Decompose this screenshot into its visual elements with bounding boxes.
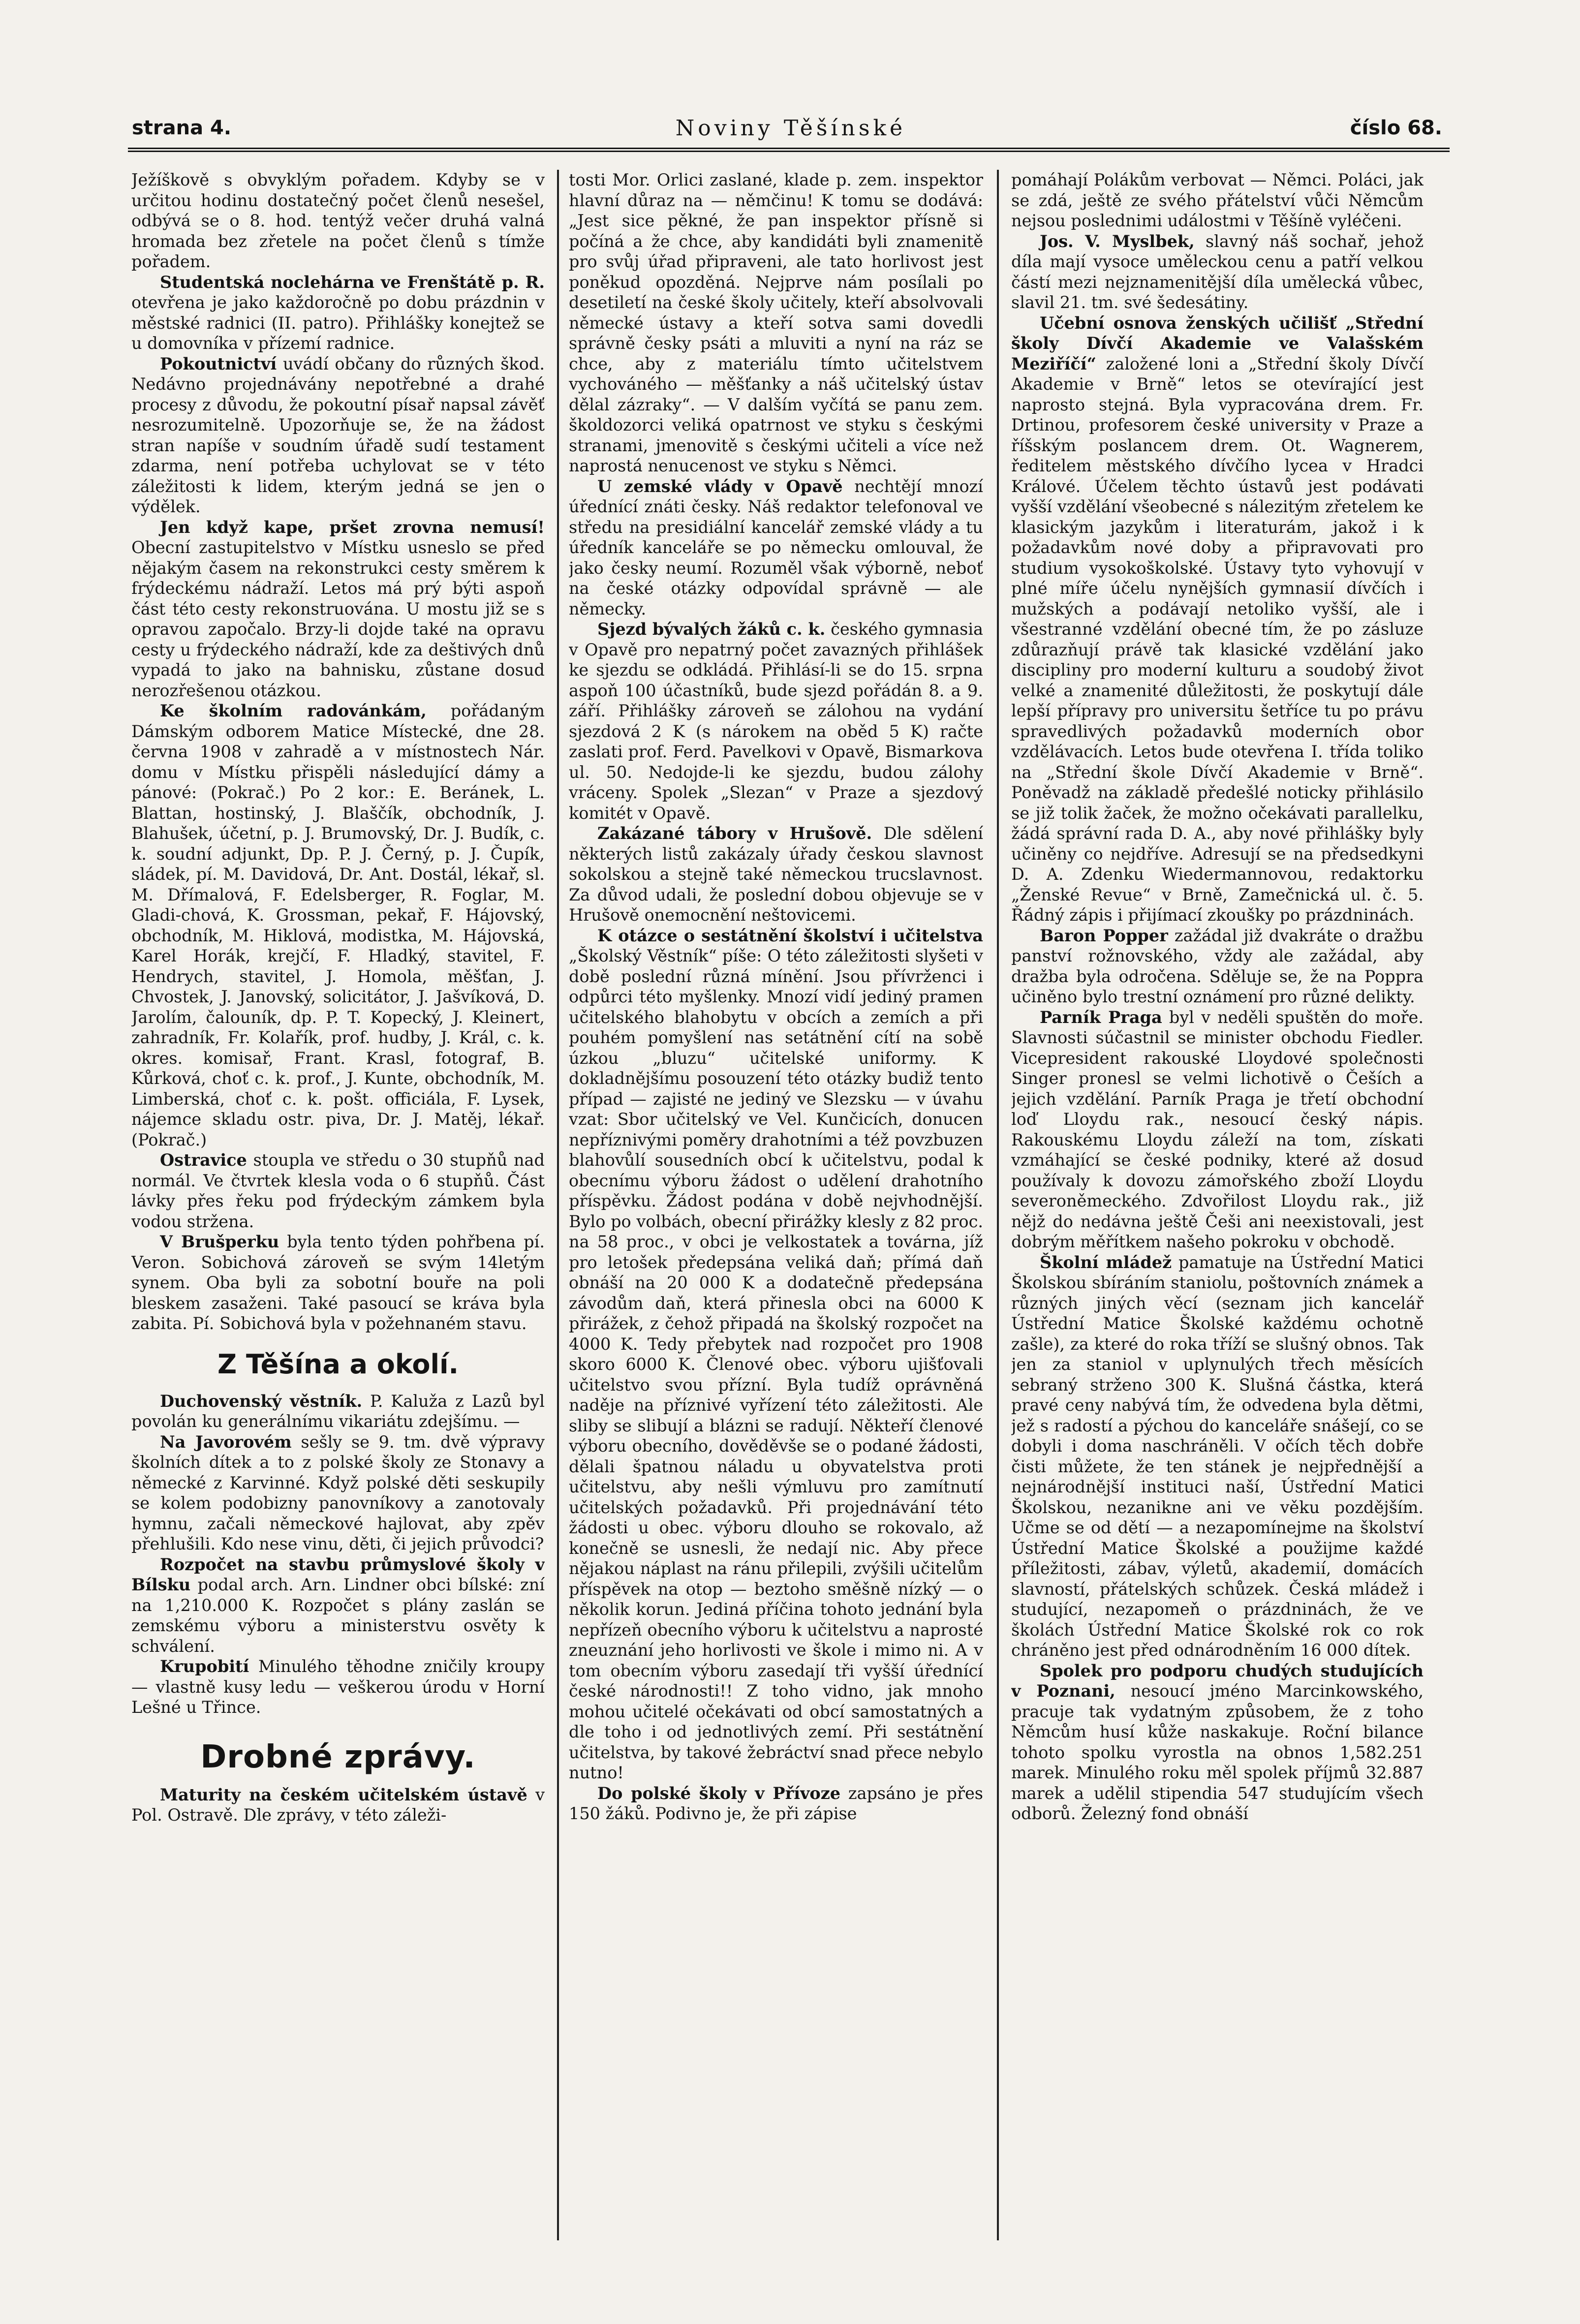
article-paragraph: Rozpočet na stavbu průmyslové školy v Bílsku podal arch. Arn. Lindner obci bílské: zní na 1,210.000 K. Rozpočet s plány zaslán se zemskému výboru a ministerstvu osvěty k schválení. (131, 1554, 545, 1656)
article-paragraph: Spolek pro podporu chudých studujících v Poznani, nesoucí jméno Marcinkowského, pracuje tak vydatným způsobem, že z toho Němcům husí kůže naskakuje. Roční bilance tohoto spolku vyrostla na obnos 1,582.251 marek. Minulého roku měl spolek příjmů 32.887 marek a udělil stipendia 547 studujícím všech odborů. Železný fond obnáší (1011, 1661, 1424, 1823)
newspaper-title: Noviny Těšínské (675, 115, 906, 141)
article-headline: V Brušperku (160, 1232, 279, 1251)
article-headline: Ostravice (160, 1150, 247, 1170)
section-heading-drobne: Drobné zprávy. (200, 1738, 476, 1775)
article-paragraph: Parník Praga byl v neděli spuštěn do moře. Slavnosti súčastnil se minister obchodu Fiedler. Vicepresident rakouské Lloydové společnosti Singer pronesl se velmi lichotivě o Češích a jejich vzdělání. Parník Praga je třetí obchodní loď Lloydu rak., nesoucí český nápis. Rakouskému Lloydu záleží na tom, získati vzmáhající se české podniky, které až dosud používaly k dovozu zámořského zboží Lloydu severoněmeckého. Zdvořilost Lloydu rak., již nějž do nedávna ještě Češi ani neexistovali, jest dobrým měřítkem našeho pokroku v obchodě. (1011, 1007, 1424, 1251)
article-headline: Baron Popper (1040, 926, 1168, 945)
article-headline: Jen když kape, pršet zrovna nemusí! (160, 517, 545, 537)
article-headline: Na Javorovém (160, 1432, 292, 1452)
article-headline: Sjezd bývalých žáků c. k. (597, 620, 826, 639)
article-headline: Ke školním radovánkám, (160, 701, 427, 720)
article-headline: Zakázané tábory v Hrušově. (597, 824, 872, 843)
page-number: strana 4. (132, 117, 232, 139)
article-paragraph: K otázce o sestátnění školství i učitelstva „Školský Věstník“ píše: O této záležitosti slyšeti v době poslední různá mínění. Jsou přívrženci i odpůrci této myšlenky. Mnozí vidí jediný pramen učitelského blahobytu v obcích a zemích a při pouhém pomyšlení nas setátnění cítí na sobě úzkou „bluzu“ učitelské uniformy. K dokladnějšímu posouzení této otázky budiž tento případ — zajisté ne jediný ve Slezsku — v úvahu vzat: Sbor učitelský ve Vel. Kunčicích, donucen nepříznivými poměry drahotními a též povzbuzen blahovůlí sousedních obcí k učitelstvu, podal k obecnímu výboru žádost o udělení drahotního příspěvku. Žádost podána v době nejvhodnější. Bylo po volbách, obecní přirážky klesly z 82 proc. na 58 proc., v obci je velkostatek a továrna, jíž pro letošek předepsána veliká daň; přímá daň obnáší na 20 000 K a dodatečně předepsána závodům daň, která přinesla obci na 6000 K přirážek, z čehož připadá na školský rozpočet na 4000 K. Tedy přebytek nad rozpočet pro 1908 skoro 6000 K. Členové obec. výboru ujišťovali učitelstvo svou přízní. Byla tudíž oprávněná naděje na příznivé vyřízení této záležitosti. Ale sliby se slibují a blázni se radují. Někteří členové výboru obecního, dověděvše se o podané žádosti, dělali špatnou náladu u obyvatelstva proti učitelstvu, aby nešli výmluvu pro zamítnutí učitelských požadavků. Při projednávání této žádosti u obec. výboru dlouho se rokovalo, až konečně se usnesli, že nedají nic. Aby přece nějakou náplast na ránu přilepili, zvýšili učitelům příspěvek na otop — beztoho směšně nízký — o několik korun. Jediná příčina tohoto jednání byla nepřízeň obecního výboru k učitelstvu a naprosté zneuznání jeho horlivosti ve škole i mimo ni. A v tom obecním výboru zasedají tři vyšší úřednící české národnosti!! Z toho vidno, jak mnoho mohou učitelé očekávati od obcí samostatných a dle toho i od jednotlivých zemí. Při sestátnění učitelstva, by takové žebráctví snad přece nebylo nutno! (569, 926, 983, 1782)
section-heading-tesin: Z Těšína a okolí. (217, 1348, 459, 1380)
article-paragraph: Na Javorovém sešly se 9. tm. dvě výpravy školních dítek a to z polské školy ze Stonavy a německé z Karvinné. Když polské děti seskupily se kolem podobizny panovníkovy a zanotovaly hymnu, začali německové hajlovat, aby zpěv přehlušili. Kdo nese vinu, děti, či jejich průvodci? (131, 1432, 545, 1553)
article-paragraph: Studentská noclehárna ve Frenštátě p. R. otevřena je jako každoročně po dobu prázdnin v městské radnici (II. patro). Přihlášky konejtež se u domovníka v přízemí radnice. (131, 272, 545, 353)
issue-number: číslo 68. (1350, 117, 1442, 139)
article-paragraph: Do polské školy v Přívoze zapsáno je přes 150 žáků. Podivno je, že při zápise (569, 1783, 983, 1823)
article-paragraph: Učební osnova ženských učilišť „Střední školy Dívčí Akademie ve Valašském Meziříčí“ založené loni a „Střední školy Dívčí Akademie v Brně“ letos se otevírající jest naprosto stejná. Byla vypracována drem. Fr. Drtinou, profesorem české university v Praze a říšským poslancem drem. Ot. Wagnerem, ředitelem městského dívčího lycea v Hradci Králové. Účelem těchto ústavů jest podávati vyšší vzdělání všeobecné s nálezitým zřetelem ke klasickým jazykům i literaturám, jakož i k požadavkům nové doby a připravovati pro studium vysokoškolské. Ústavy tyto vyhovují v plné míře účelu nynějších gymnasií dívčích i mužských a podávají netoliko vyšší, ale i všestranné vzdělání obecné tím, že po zásluze zdůrazňují právě tak klasické vzdělání jako discipliny pro moderní kulturu a soudobý život velké a znamenité důležitosti, že poskytují dále lepší přípravy pro universitu šetříce tu po právu spravedlivých požadavků moderních obor vzdělávacích. Letos bude otevřena I. třída toliko na „Střední škole Dívčí Akademie v Brně“. Poněvadž na základě předešlé noticky přihlásilo se již tolik žaček, že možno očekávati parallelku, žádá správní rada D. A., aby nové přihlášky byly učiněny co nejdříve. Adresují se na předsedkyni D. A. Zdenku Wiedermannovou, redaktorku „Ženské Revue“ v Brně, Zamečnická ul. č. 5. Řádný zápis i přijímací zkoušky po prázdninách. (1011, 313, 1424, 925)
article-headline: Jos. V. Myslbek, (1040, 231, 1195, 251)
article-headline: Studentská noclehárna ve Frenštátě p. R. (160, 272, 545, 292)
header-rule (128, 148, 1450, 152)
article-paragraph: Pokoutnictví uvádí občany do různých škod. Nedávno projednávány nepotřebné a drahé procesy z důvodu, že pokoutní písař napsal závěť nesrozumitelně. Upozorňuje se, že na žádost stran napíše v soudním úřadě sudí testament zdarma, není potřeba uchylovat se v této záležitosti k lidem, kterým jedná se jen o výdělek. (131, 354, 545, 516)
article-paragraph: tosti Mor. Orlici zaslané, klade p. zem. inspektor hlavní důraz na — němčinu! K tomu se dodává: „Jest sice pěkné, že pan inspektor přísně si počíná a že chce, aby kandidáti byli znamenitě pro svůj úřad připraveni, ale tato horlivost jest poněkud opozděná. Nejprve nám posílali po desetiletí na české školy učitely, kteří absolvovali německé ústavy a kteří sotva sami dovedli správně česky psáti a mluviti a nyní na ráz se chce, aby z materiálu tímto učitelstvem vychováného — měšťanky a náš učitelský ústav dělal zázraky“. — V dalším vyčítá se panu zem. školdozorci veliká opatrnost ve styku s českými stranami, jmenovitě s českými učiteli a více než naprostá nenucenost ve styku s Němci. (569, 170, 983, 475)
article-headline: Učební osnova ženských učilišť „Střední školy Dívčí Akademie ve Valašském Meziříčí“ (1011, 313, 1424, 373)
article-paragraph: Maturity na českém učitelském ústavě v Pol. Ostravě. Dle zprávy, v této záleži- (131, 1785, 545, 1825)
article-paragraph: Jen když kape, pršet zrovna nemusí! Obecní zastupitelstvo v Místku usneslo se před nějakým časem na rekonstrukci cesty směrem k frýdeckému nádraží. Letos má prý býti aspoň část této cesty rekonstruována. U mostu již se s opravou započalo. Brzy-li dojde také na opravu cesty u frýdeckého nádraží, kde za deštivých dnů vypadá to jako na bahnisku, zůstane dosud nerozřešenou otázkou. (131, 517, 545, 700)
article-paragraph: Školní mládež pamatuje na Ústřední Matici Školskou sbíráním staniolu, poštovních známek a různých jiných věcí (seznam jich kancelář Ústřední Matice Školské každému ochotně zašle), za které do roka tříží se slušný obnos. Tak jen za staniol v uplynulých třech měsících sebraný strženo 300 K. Slušná částka, která pravé ceny nabývá tím, že odvedena byla dětmi, jež s radostí a pýchou do kanceláře snášejí, co se dobyli i doma naschráněli. V očích těch dobře čisti můžete, že ten stánek je nejpřednější a nejnárodnější instituci naší, Ústřední Matici Školskou, nezanikne ani ve věku pozdějším. Učme se od dětí — a nezapomínejme na školství Ústřední Matice Školské a použijme každé příležitosti, zábav, výletů, akademií, domácích slavností, přátelských schůzek. Česká mládež i studující, nezapomeň o prázdninách, že ve školách Ústřední Matice Školské rok co rok chráněno jest před odnárodněním 16 000 dítek. (1011, 1252, 1424, 1660)
article-headline: Do polské školy v Přívoze (597, 1783, 841, 1803)
column-3 (1011, 170, 1424, 2240)
article-headline: Duchovenský věstník. (160, 1391, 363, 1411)
article-paragraph: Sjezd bývalých žáků c. k. českého gymnasia v Opavě pro nepatrný počet zavazných přihlášek ke sjezdu se odkládá. Přihlásí-li se do 15. srpna aspoň 100 účastníků, bude sjezd pořádán 8. a 9. září. Přihlášky zároveň se zálohou na vydání sjezdová 2 K (s nárokem na oběd 5 K) račte zaslati prof. Ferd. Pavelkovi v Opavě, Bismarkova ul. 50. Nedojde-li ke sjezdu, budou zálohy vráceny. Spolek „Slezan“ v Praze a sjezdový komitét v Opavě. (569, 620, 983, 823)
article-paragraph: V Brušperku byla tento týden pohřbena pí. Veron. Sobichová zároveň se svým 14letým synem. Oba byli za sobotní bouře na poli bleskem zasaženi. Také pasoucí se kráva byla zabita. Pí. Sobichová byla v požehnaném stavu. (131, 1232, 545, 1333)
page-header (132, 111, 1442, 145)
article-headline: Pokoutnictví (160, 354, 277, 373)
article-paragraph: Jos. V. Myslbek, slavný náš sochař, jehož díla mají vysoce uměleckou cenu a patří velkou částí mezi nejznamenitější díla umělecká vůbec, slavil 21. tm. své šedesátiny. (1011, 231, 1424, 312)
article-paragraph: Ostravice stoupla ve středu o 30 stupňů nad normál. Ve čtvrtek klesla voda o 6 stupňů. Část lávky přes řeku pod frýdeckým zámkem byla vodou stržena. (131, 1150, 545, 1231)
article-headline: U zemské vlády v Opavě (597, 476, 843, 496)
article-headline: Krupobití (160, 1657, 249, 1676)
column-divider-1 (557, 170, 559, 2240)
article-headline: K otázce o sestátnění školství i učitelstva (597, 926, 983, 945)
column-2 (569, 170, 983, 2240)
article-paragraph: Ke školním radovánkám, pořádaným Dámským odborem Matice Místecké, dne 28. června 1908 v zahradě a v místnostech Nár. domu v Místku přispěli následující dámy a pánové: (Pokrač.) Po 2 kor.: E. Beránek, L. Blattan, hostinský, J. Blaščík, obchodník, J. Blahušek, účetní, p. J. Brumovský, Dr. J. Budík, c. k. soudní adjunkt, Dp. P. J. Černý, p. J. Čupík, sládek, pí. M. Davidová, Dr. Ant. Dostál, lékař, sl. M. Dřímalová, F. Edelsberger, R. Foglar, M. Gladi-chová, K. Grossman, pekař, F. Hájovský, obchodník, M. Hiklová, modistka, M. Hájovská, Karel Horák, krejčí, F. Hladký, stavitel, F. Hendrych, stavitel, J. Homola, měšťan, J. Chvostek, J. Janovský, solicitátor, J. Jašvíková, D. Jarolím, čalouník, dp. P. T. Kopecký, J. Kleinert, zahradník, Fr. Kolařík, prof. hudby, J. Král, c. k. okres. komisař, Frant. Krasl, fotograf, B. Kůrková, choť c. k. prof., J. Kunte, obchodník, M. Limberská, choť c. k. pošt. officiála, F. Lysek, nájemce skladu ostr. piva, Dr. J. Matěj, lékař. (Pokrač.) (131, 701, 545, 1149)
article-headline: Maturity na českém učitelském ústavě (160, 1785, 527, 1804)
article-headline: Spolek pro podporu chudých studujících v Poznani, (1011, 1661, 1424, 1701)
column-divider-2 (997, 170, 999, 2240)
article-paragraph: Ježíškově s obvyklým pořadem. Kdyby se v určitou hodinu dostatečný počet členů nesešel, odbývá se o 8. hod. tentýž večer druhá valná hromada bez zřetele na počet členů s tímže pořadem. (131, 170, 545, 271)
article-paragraph: Zakázané tábory v Hrušově. Dle sdělení některých listů zakázaly úřady českou slavnost sokolskou a stejně také německou trucslavnost. Za důvod udali, že poslední dobou objevuje se v Hrušově onemocnění neštovicemi. (569, 824, 983, 925)
article-paragraph: Baron Popper zažádal již dvakráte o dražbu panství rožnovského, vždy ale zažádal, aby dražba byla odročena. Sděluje se, že na Poppra učiněno bylo trestní oznámení pro různé delikty. (1011, 926, 1424, 1006)
article-headline: Parník Praga (1040, 1007, 1162, 1027)
article-paragraph: pomáhají Polákům verbovat — Němci. Poláci, jak se zdá, ještě ze svého přátelství vůči Němcům nejsou poslednimi událostmi v Těšíně vyléčeni. (1011, 170, 1424, 230)
article-paragraph: U zemské vlády v Opavě nechtějí mnozí úřednící znáti česky. Náš redaktor telefonoval ve středu na presidiální kancelář zemské vlády a tu úředník kanceláře se po německu omlouval, že jako česky neumí. Rozuměl však výborně, neboť na české otázky odpovídal správně — ale německy. (569, 476, 983, 619)
article-headline: Rozpočet na stavbu průmyslové školy v Bílsku (131, 1554, 545, 1594)
column-1 (131, 170, 545, 2240)
article-headline: Školní mládež (1040, 1252, 1172, 1272)
article-paragraph: Krupobití Minulého těhodne zničily kroupy — vlastně kusy ledu — veškerou úrodu v Horní Lešné u Třince. (131, 1657, 545, 1717)
article-paragraph: Duchovenský věstník. P. Kaluža z Lazů byl povolán ku generálnímu vikariátu zdejšímu. — (131, 1391, 545, 1431)
